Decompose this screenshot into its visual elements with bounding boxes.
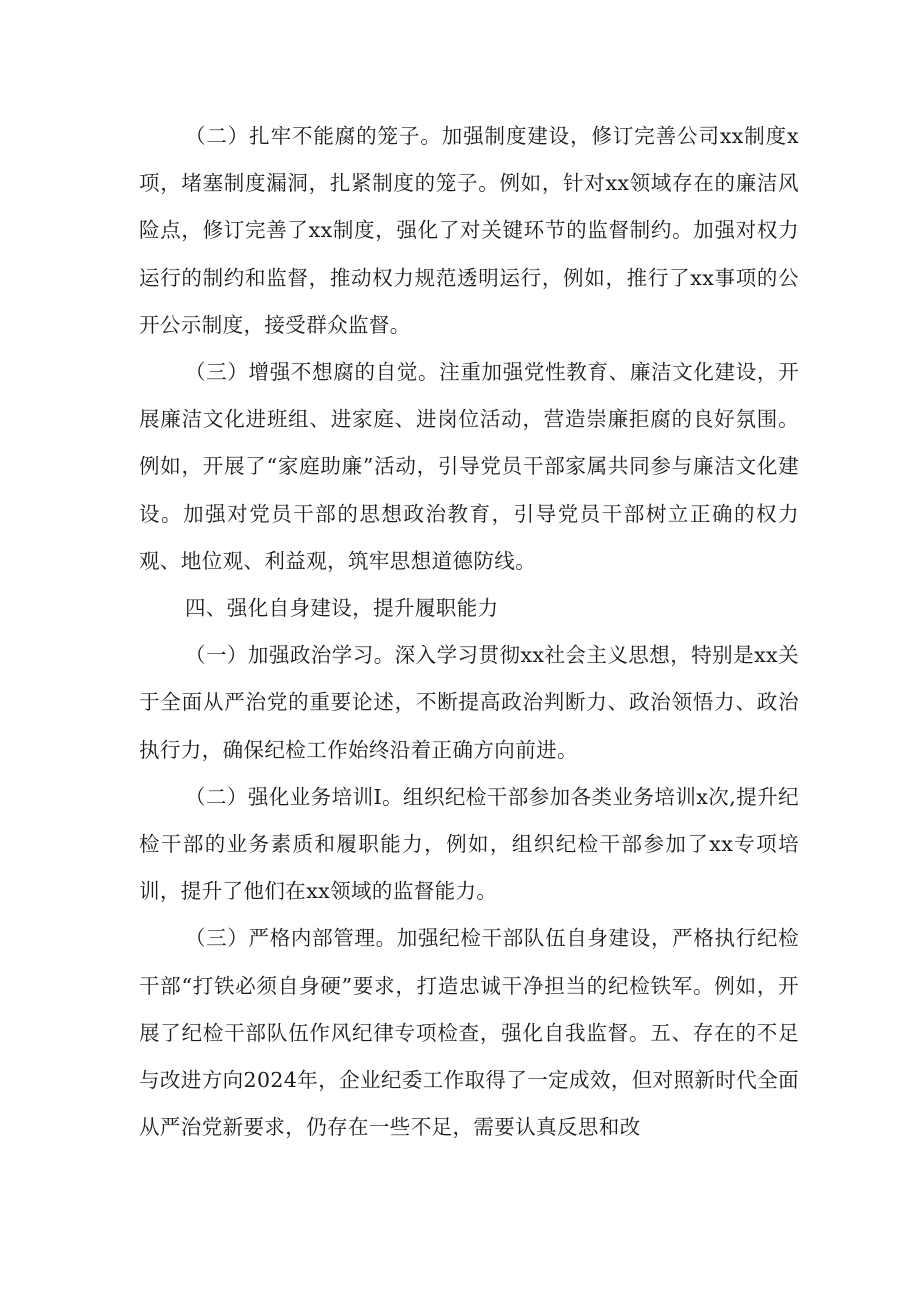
paragraph-strengthen-institutions: （二）扎牢不能腐的笼子。加强制度建设，修订完善公司xx制度x项，堵塞制度漏洞，扎紧制度的笼子。例如，针对xx领域存在的廉洁风险点，修订完善了xx制度，强化了对关键环节的监督制约。加强对权力运行的制约和监督，推动权力规范透明运行，例如，推行了xx事项的公开公示制度，接受群众监督。 [139, 124, 799, 337]
document-body [139, 113, 799, 1151]
paragraph-business-training: （二）强化业务培训I。组织纪检干部参加各类业务培训x次,提升纪检干部的业务素质和履职能力，例如，组织纪检干部参加了xx专项培训，提升了他们在xx领域的监督能力。 [139, 784, 799, 904]
paragraph-internal-management: （三）严格内部管理。加强纪检干部队伍自身建设，严格执行纪检干部“打铁必须自身硬”要求，打造忠诚干净担当的纪检铁军。例如，开展了纪检干部队伍作风纪律专项检查，强化自我监督。五、存在的不足与改进方向2024年，企业纪委工作取得了一定成效，但对照新时代全面从严治党新要求，仍存在一些不足，需要认真反思和改 [139, 926, 799, 1140]
section-heading-four: 四、强化自身建设，提升履职能力 [185, 596, 499, 621]
paragraph-integrity-culture: （三）增强不想腐的自觉。注重加强党性教育、廉洁文化建设，开展廉洁文化进班组、进家庭、进岗位活动，营造崇廉拒腐的良好氛围。例如，开展了“家庭助廉”活动，引导党员干部家属共同参与廉洁文化建设。加强对党员干部的思想政治教育，引导党员干部树立正确的权力观、地位观、利益观，筑牢思想道德防线。 [139, 360, 799, 573]
paragraph-political-study: （一）加强政治学习。深入学习贯彻xx社会主义思想，特别是xx关于全面从严治党的重要论述，不断提高政治判断力、政治领悟力、政治执行力，确保纪检工作始终沿着正确方向前进。 [139, 643, 799, 762]
